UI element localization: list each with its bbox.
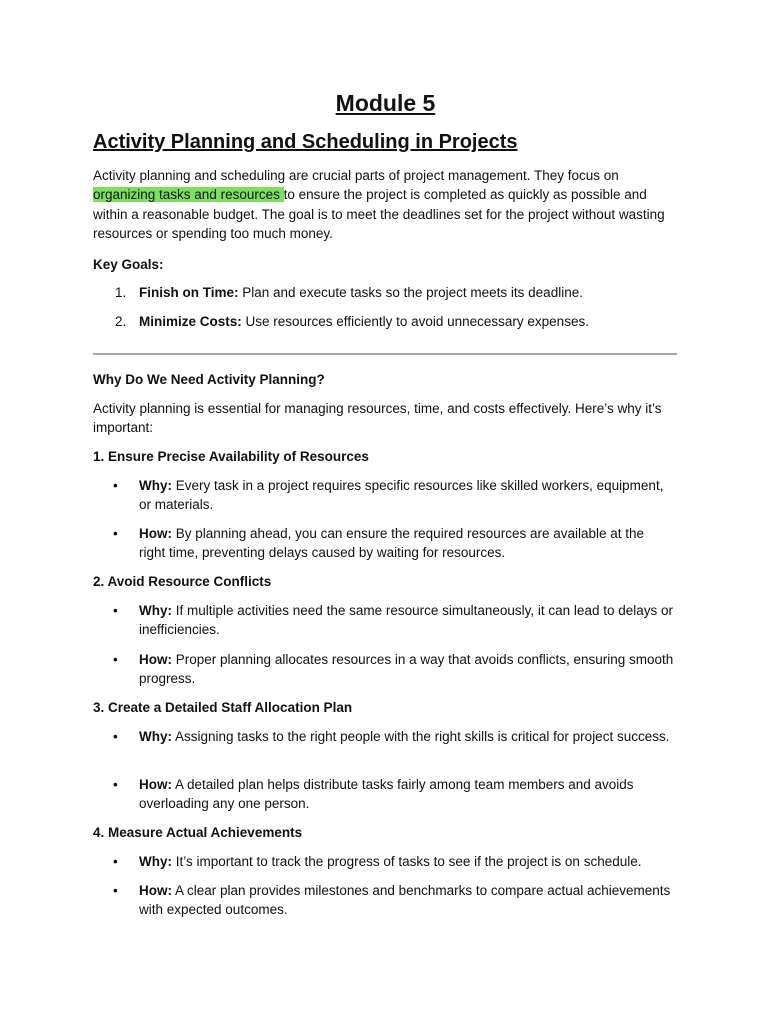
list-item-label: Finish on Time: <box>139 285 239 300</box>
bullet-label: How: <box>139 652 172 667</box>
section-title: Activity Planning and Scheduling in Projects <box>93 131 518 153</box>
intro-text-after: to ensure the project is completed as quickly as possible and within a reasonable budget. The goal is to meet the deadlines set for the project without wasting resources or spending too much money. <box>93 187 665 242</box>
horizontal-divider <box>93 353 677 355</box>
bullet-label: Why: <box>139 854 172 869</box>
list-item-text: Use resources efficiently to avoid unnecessary expenses. <box>241 314 589 329</box>
bullet-text: It’s important to track the progress of tasks to see if the project is on schedule. <box>172 854 642 869</box>
section-heading: 4. Measure Actual Achievements <box>93 825 303 840</box>
highlighted-text: organizing tasks and resources <box>93 187 284 203</box>
list-item-text: Plan and execute tasks so the project meets its deadline. <box>238 285 583 300</box>
bullet-label: How: <box>139 526 172 541</box>
bullet-text: By planning ahead, you can ensure the required resources are available at the right time, preventing delays caused by waiting for resources. <box>139 526 645 561</box>
bullet-label: Why: <box>139 729 172 744</box>
list-number: 1. <box>115 285 127 300</box>
bullet-label: Why: <box>139 603 172 618</box>
bullet-label: How: <box>139 777 172 792</box>
intro-text-before: Activity planning and scheduling are crucial parts of project management. They focus on <box>93 168 619 183</box>
bullet-label: Why: <box>139 478 172 493</box>
bullet-text: A clear plan provides milestones and benchmarks to compare actual achievements with expected outcomes. <box>139 883 671 918</box>
bullet-text: Proper planning allocates resources in a way that avoids conflicts, ensuring smooth progress. <box>139 652 674 687</box>
bullet-icon: • <box>113 603 118 618</box>
bullet-label: How: <box>139 883 172 898</box>
bullet-icon: • <box>113 652 118 667</box>
why-heading: Why Do We Need Activity Planning? <box>93 372 325 387</box>
bullet-icon: • <box>113 777 118 792</box>
page-title: Module 5 <box>335 90 436 116</box>
bullet-text: Assigning tasks to the right people with the right skills is critical for project success. <box>172 729 670 744</box>
bullet-icon: • <box>113 729 118 744</box>
section-heading: 3. Create a Detailed Staff Allocation Plan <box>93 700 353 715</box>
bullet-icon: • <box>113 478 118 493</box>
section-heading: 2. Avoid Resource Conflicts <box>93 574 272 589</box>
bullet-icon: • <box>113 526 118 541</box>
bullet-icon: • <box>113 883 118 898</box>
bullet-text: If multiple activities need the same resource simultaneously, it can lead to delays or inefficiencies. <box>139 603 673 638</box>
list-item-label: Minimize Costs: <box>139 314 242 329</box>
bullet-text: A detailed plan helps distribute tasks fairly among team members and avoids overloading any one person. <box>139 777 634 812</box>
list-number: 2. <box>115 314 127 329</box>
why-intro-paragraph: Activity planning is essential for managing resources, time, and costs effectively. Here’s why it’s important: <box>93 401 662 436</box>
bullet-icon: • <box>113 854 118 869</box>
key-goals-heading: Key Goals: <box>93 257 164 272</box>
section-heading: 1. Ensure Precise Availability of Resources <box>93 449 369 464</box>
intro-paragraph <box>93 166 678 244</box>
bullet-text: Every task in a project requires specific resources like skilled workers, equipment, or materials. <box>139 478 664 513</box>
